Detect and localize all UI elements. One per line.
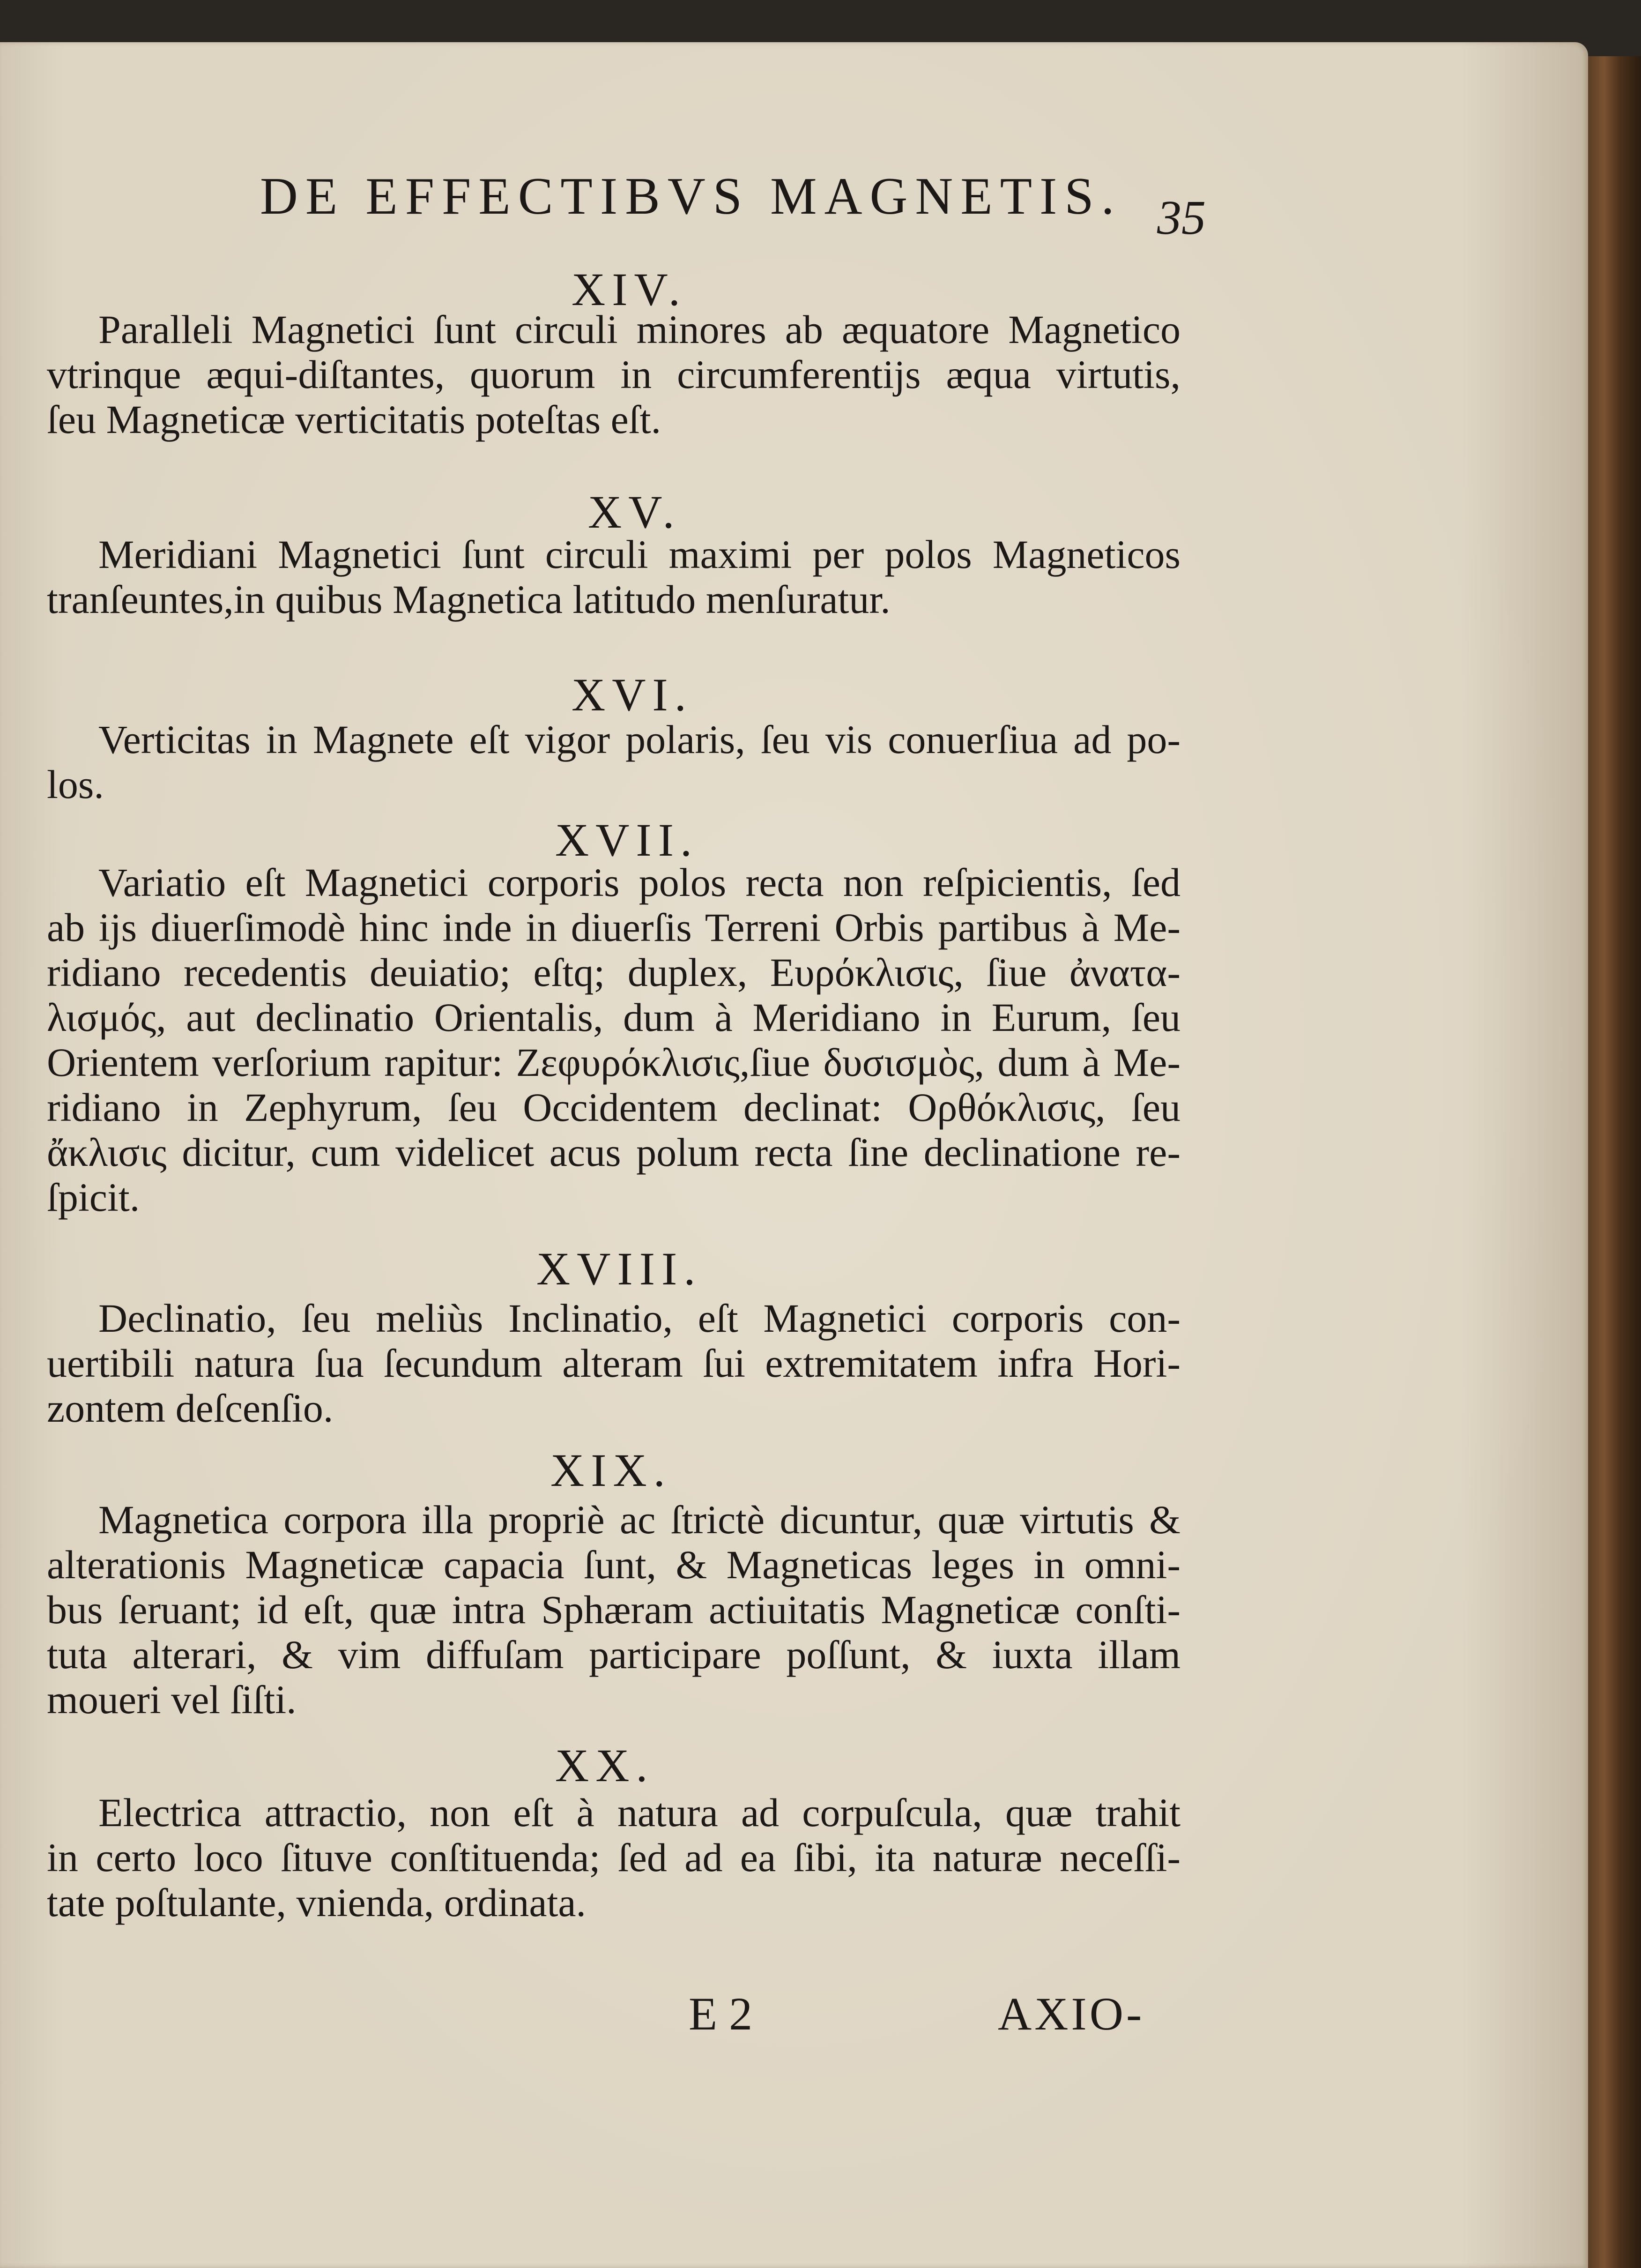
text-line: ab ijs diuerſimodè hinc inde in diuerſis Terreni Orbis partibus à Me-: [47, 905, 1181, 950]
section-text: [47, 1790, 1181, 1925]
text-line: ſeu Magneticæ verticitatis poteſtas eſt.: [47, 397, 661, 442]
text-line: λισμός, aut declinatio Orientalis, dum à Meridiano in Eurum, ſeu: [47, 995, 1181, 1040]
text-line: Verticitas in Magnete eſt vigor polaris, ſeu vis conuerſiua ad po-: [98, 717, 1181, 762]
section-numeral: XVII.: [555, 814, 699, 866]
text-line: ἄκλισις dicitur, cum videlicet acus polum recta ſine declinatione re-: [47, 1130, 1181, 1175]
text-line: bus ſeruant; id eſt, quæ intra Sphæram actiuitatis Magneticæ conſti-: [47, 1587, 1181, 1632]
text-line: Meridiani Magnetici ſunt circuli maximi per polos Magneticos: [98, 532, 1181, 577]
text-line: in certo loco ſituve conſtituenda; ſed ad ea ſibi, ita naturæ neceſſi-: [47, 1835, 1181, 1880]
text-line: tuta alterari, & vim diffuſam participare poſſunt, & iuxta illam: [47, 1632, 1181, 1677]
section-numeral: XV.: [588, 486, 681, 538]
text-line: tate poſtulante, vnienda, ordinata.: [47, 1880, 587, 1925]
page-edge: [1588, 56, 1641, 2268]
section-text: [47, 307, 1181, 442]
text-line: Electrica attractio, non eſt à natura ad corpuſcula, quæ trahit: [98, 1790, 1181, 1835]
section-numeral: XVI.: [572, 669, 693, 721]
text-line: zontem deſcenſio.: [47, 1386, 334, 1431]
text-line: ſpicit.: [47, 1175, 140, 1220]
running-title: DE EFFECTIBVS MAGNETIS.: [260, 167, 1122, 225]
text-line: Variatio eſt Magnetici corporis polos recta non reſpicientis, ſed: [98, 860, 1181, 905]
text-line: Magnetica corpora illa propriè ac ſtrictè dicuntur, quæ virtutis &: [98, 1497, 1181, 1542]
section-numeral: XIX.: [550, 1444, 672, 1496]
text-line: tranſeuntes,in quibus Magnetica latitudo menſuratur.: [47, 577, 891, 622]
catchword: AXIO-: [998, 1988, 1145, 2040]
section-text: [47, 1296, 1181, 1431]
text-line: ridiano in Zephyrum, ſeu Occidentem declinat: Ορθόκλισις, ſeu: [47, 1085, 1181, 1130]
section-text: [47, 532, 1181, 622]
page-number: 35: [1157, 191, 1206, 245]
section-numeral: XVIII.: [536, 1243, 702, 1295]
section-numeral: XIV.: [572, 263, 687, 315]
text-line: Paralleli Magnetici ſunt circuli minores ab æquatore Magnetico: [98, 307, 1181, 352]
text-line: Orientem verſorium rapitur: Ζεφυρόκλισις,ſiue δυσισμὸς, dum à Me-: [47, 1040, 1181, 1085]
section-text: [47, 717, 1181, 807]
text-line: uertibili natura ſua ſecundum alteram ſui extremitatem infra Hori-: [47, 1341, 1181, 1386]
section-numeral: XX.: [555, 1739, 654, 1791]
section-text: [47, 1497, 1181, 1722]
text-line: moueri vel ſiſti.: [47, 1677, 297, 1722]
section-text: [47, 860, 1181, 1220]
text-line: ridiano recedentis deuiatio; eſtq; duplex, Ευρόκλισις, ſiue ἀνατα-: [47, 950, 1181, 995]
signature-mark: E 2: [689, 1988, 753, 2040]
text-line: Declinatio, ſeu meliùs Inclinatio, eſt Magnetici corporis con-: [98, 1296, 1181, 1341]
text-line: los.: [47, 762, 104, 807]
text-line: alterationis Magneticæ capacia ſunt, & Magneticas leges in omni-: [47, 1542, 1181, 1587]
text-line: vtrinque æqui-diſtantes, quorum in circumferentijs æqua virtutis,: [47, 352, 1181, 397]
